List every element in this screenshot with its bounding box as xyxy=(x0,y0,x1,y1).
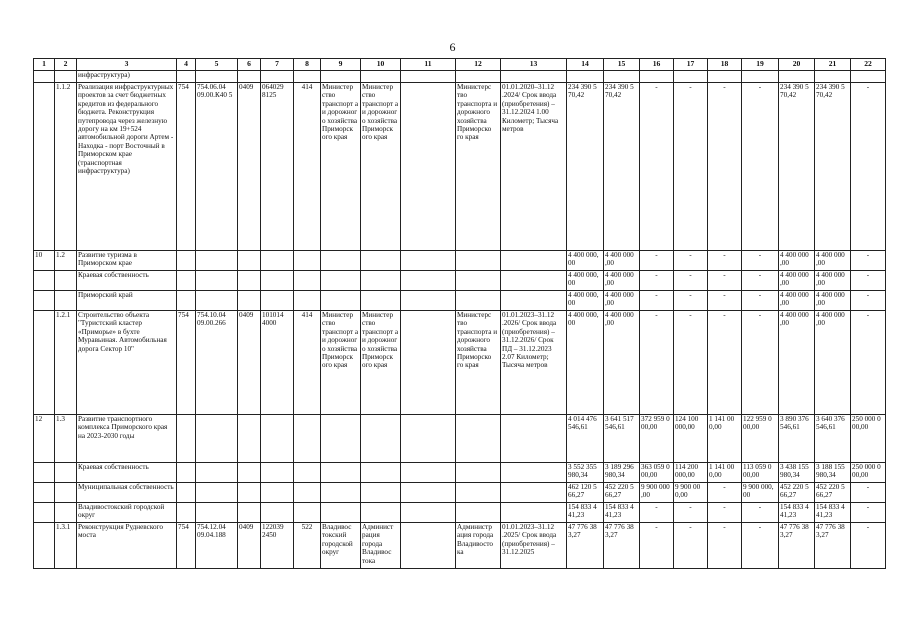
table-row xyxy=(34,463,886,483)
table-cell: 0409 xyxy=(238,523,261,569)
table-cell: 754 xyxy=(177,83,196,251)
table-cell: 4 400 000, 00 xyxy=(567,271,604,291)
table-cell: 754.10.04 09.00.266 xyxy=(196,311,238,415)
table-cell: 414 xyxy=(294,311,321,415)
table-cell: 1 141 00 0,00 xyxy=(708,415,742,463)
table-cell: - xyxy=(708,271,742,291)
header-cell: 12 xyxy=(456,59,501,71)
table-cell xyxy=(294,291,321,311)
table-cell: - xyxy=(742,523,779,569)
table-cell xyxy=(456,463,501,483)
table-cell xyxy=(34,291,55,311)
table-cell xyxy=(321,71,361,83)
table-cell: 754.06.04 09.00.К40 5 xyxy=(196,83,238,251)
table-cell: Строительство объекта "Туристский кластер «Приморье» в бухте Муравьиная. Автомобильная дорога Сектор 10" xyxy=(77,311,177,415)
table-cell xyxy=(361,291,401,311)
table-cell xyxy=(238,483,261,503)
table-cell: Краевая собственность xyxy=(77,271,177,291)
table-cell: 3 640 376 546,61 xyxy=(815,415,851,463)
table-cell xyxy=(321,483,361,503)
table-cell: - xyxy=(708,311,742,415)
header-cell: 15 xyxy=(604,59,640,71)
table-cell xyxy=(34,503,55,523)
table-cell xyxy=(294,251,321,271)
budget-table xyxy=(33,58,886,569)
table-cell: Администр ация города Владивосто ка xyxy=(456,523,501,569)
table-cell xyxy=(238,71,261,83)
table-row xyxy=(34,311,886,415)
table-cell xyxy=(55,71,77,83)
table-cell: 4 014 476 546,61 xyxy=(567,415,604,463)
table-cell: 4 400 000 ,00 xyxy=(779,271,815,291)
table-cell: 1.3.1 xyxy=(55,523,77,569)
table-cell xyxy=(321,463,361,483)
table-cell: 0409 xyxy=(238,83,261,251)
table-cell: 372 959 0 00,00 xyxy=(640,415,674,463)
table-cell: - xyxy=(640,271,674,291)
table-cell: - xyxy=(674,523,708,569)
header-cell: 2 xyxy=(55,59,77,71)
table-cell: 4 400 000, 00 xyxy=(567,291,604,311)
table-cell: Министер ство транспорт а и дорожног о хозяйства Приморск ого края xyxy=(321,83,361,251)
table-cell: 3 438 155 980,34 xyxy=(779,463,815,483)
table-cell: Муниципальная собственность xyxy=(77,483,177,503)
table-cell: - xyxy=(674,271,708,291)
table-cell xyxy=(456,503,501,523)
table-cell: 47 776 38 3,27 xyxy=(567,523,604,569)
table-cell xyxy=(501,251,567,271)
header-cell: 13 xyxy=(501,59,567,71)
table-cell xyxy=(567,71,604,83)
table-cell xyxy=(34,71,55,83)
table-cell xyxy=(196,463,238,483)
table-cell xyxy=(294,483,321,503)
table-cell: - xyxy=(851,251,886,271)
table-cell xyxy=(238,251,261,271)
page-number: 6 xyxy=(449,40,456,54)
table-cell xyxy=(196,415,238,463)
table-cell: 3 188 155 980,34 xyxy=(815,463,851,483)
table-cell xyxy=(238,415,261,463)
table-cell xyxy=(640,71,674,83)
header-cell: 20 xyxy=(779,59,815,71)
table-cell xyxy=(501,71,567,83)
table-cell: 0409 xyxy=(238,311,261,415)
table-cell xyxy=(501,483,567,503)
table-row xyxy=(34,523,886,569)
table-cell xyxy=(456,483,501,503)
table-cell xyxy=(261,71,294,83)
table-cell: - xyxy=(640,291,674,311)
table-cell: 4 400 000 ,00 xyxy=(604,311,640,415)
header-cell: 9 xyxy=(321,59,361,71)
table-cell xyxy=(294,415,321,463)
table-row xyxy=(34,291,886,311)
table-cell: 250 000 0 00,00 xyxy=(851,463,886,483)
table-cell xyxy=(401,83,456,251)
table-cell: 234 390 5 70,42 xyxy=(567,83,604,251)
table-cell: - xyxy=(851,483,886,503)
table-cell xyxy=(361,463,401,483)
table-cell xyxy=(261,271,294,291)
table-cell xyxy=(55,463,77,483)
table-cell: 234 390 5 70,42 xyxy=(815,83,851,251)
table-cell: 101014 4000 xyxy=(261,311,294,415)
table-cell xyxy=(238,291,261,311)
table-cell: 47 776 38 3,27 xyxy=(779,523,815,569)
table-cell: 1.3 xyxy=(55,415,77,463)
table-row xyxy=(34,483,886,503)
table-cell xyxy=(851,71,886,83)
table-row xyxy=(34,415,886,463)
table-cell: - xyxy=(708,83,742,251)
table-row xyxy=(34,83,886,251)
table-cell xyxy=(294,503,321,523)
table-cell: - xyxy=(708,251,742,271)
table-cell: Реконструкция Рудневского моста xyxy=(77,523,177,569)
table-cell: 01.01.2023–31.12 .2025/ Срок ввода (приобретения) – 31.12.2025 xyxy=(501,523,567,569)
table-cell: - xyxy=(674,83,708,251)
table-cell xyxy=(456,271,501,291)
table-cell: 113 059 0 00,00 xyxy=(742,463,779,483)
header-cell: 21 xyxy=(815,59,851,71)
table-cell xyxy=(294,463,321,483)
table-cell: - xyxy=(640,523,674,569)
header-cell: 18 xyxy=(708,59,742,71)
table-cell: Министер ство транспорт а и дорожног о хозяйства Приморск ого края xyxy=(321,311,361,415)
header-cell: 1 xyxy=(34,59,55,71)
table-cell: 1 141 00 0,00 xyxy=(708,463,742,483)
table-cell: - xyxy=(851,83,886,251)
table-cell: - xyxy=(640,251,674,271)
table-cell: - xyxy=(674,291,708,311)
table-cell: 4 400 000 ,00 xyxy=(779,251,815,271)
table-cell xyxy=(261,463,294,483)
table-cell xyxy=(55,503,77,523)
table-cell: 064029 8125 xyxy=(261,83,294,251)
table-cell: - xyxy=(742,271,779,291)
table-cell: 01.01.2020–31.12 .2024/ Срок ввода (приобретения) – 31.12.2024 1.00 Километр; Тысяча метров xyxy=(501,83,567,251)
table-cell: 1.1.2 xyxy=(55,83,77,251)
table-cell xyxy=(177,503,196,523)
table-cell: Развитие туризма в Приморском крае xyxy=(77,251,177,271)
header-cell: 16 xyxy=(640,59,674,71)
table-cell xyxy=(815,71,851,83)
table-cell xyxy=(34,83,55,251)
table-row xyxy=(34,271,886,291)
table-cell: 3 641 517 546,61 xyxy=(604,415,640,463)
table-cell: - xyxy=(851,271,886,291)
table-cell: Админист рация города Владивос тока xyxy=(361,523,401,569)
table-cell: 250 000 0 00,00 xyxy=(851,415,886,463)
table-cell xyxy=(177,71,196,83)
header-cell: 3 xyxy=(77,59,177,71)
table-cell: 754.12.04 09.04.188 xyxy=(196,523,238,569)
table-cell xyxy=(674,71,708,83)
table-cell: 12 xyxy=(34,415,55,463)
table-cell xyxy=(361,483,401,503)
table-cell: 01.01.2023–31.12 .2026/ Срок ввода (приобретения) – 31.12.2026/ Срок ПД – 31.12.2023 2.07 Километр; Тысяча метров xyxy=(501,311,567,415)
table-cell xyxy=(361,251,401,271)
table-cell: 754 xyxy=(177,311,196,415)
table-cell xyxy=(401,71,456,83)
header-cell: 5 xyxy=(196,59,238,71)
table-cell: 4 400 000 ,00 xyxy=(604,271,640,291)
header-cell: 17 xyxy=(674,59,708,71)
table-cell: 754 xyxy=(177,523,196,569)
table-cell: 154 833 4 41,23 xyxy=(815,503,851,523)
table-cell xyxy=(321,251,361,271)
table-cell xyxy=(401,523,456,569)
table-cell: 122039 2450 xyxy=(261,523,294,569)
table-cell xyxy=(34,311,55,415)
table-cell xyxy=(321,415,361,463)
table-cell xyxy=(456,71,501,83)
table-cell: 9 900 000 ,00 xyxy=(640,483,674,503)
header-cell: 10 xyxy=(361,59,401,71)
table-cell xyxy=(34,483,55,503)
table-cell xyxy=(294,71,321,83)
table-cell: - xyxy=(674,503,708,523)
table-cell: 154 833 4 41,23 xyxy=(604,503,640,523)
table-cell: 1.2 xyxy=(55,251,77,271)
table-cell: 154 833 4 41,23 xyxy=(567,503,604,523)
table-cell xyxy=(196,251,238,271)
table-cell: - xyxy=(851,503,886,523)
table-cell xyxy=(261,251,294,271)
table-cell xyxy=(196,483,238,503)
table-cell xyxy=(456,291,501,311)
table-cell: 4 400 000, 00 xyxy=(567,251,604,271)
table-cell xyxy=(55,271,77,291)
table-cell xyxy=(361,415,401,463)
table-cell xyxy=(401,271,456,291)
table-cell: - xyxy=(851,523,886,569)
table-cell: Министерс тво транспорта и дорожного хозяйства Приморско го края xyxy=(456,83,501,251)
table-cell: - xyxy=(851,291,886,311)
table-cell xyxy=(238,463,261,483)
table-cell xyxy=(401,463,456,483)
table-cell xyxy=(196,71,238,83)
table-cell: Министер ство транспорт а и дорожног о хозяйства Приморск ого края xyxy=(361,311,401,415)
table-cell: 122 959 0 00,00 xyxy=(742,415,779,463)
table-cell: - xyxy=(742,291,779,311)
table-cell xyxy=(177,415,196,463)
table-cell xyxy=(456,251,501,271)
table-cell: 4 400 000 ,00 xyxy=(815,291,851,311)
table-cell: Развитие транспортного комплекса Приморского края на 2023-2030 годы xyxy=(77,415,177,463)
header-cell: 22 xyxy=(851,59,886,71)
table-cell xyxy=(177,483,196,503)
table-cell: - xyxy=(708,523,742,569)
table-cell: 9 900 00 0,00 xyxy=(674,483,708,503)
table-cell: 234 390 5 70,42 xyxy=(779,83,815,251)
table-cell: 4 400 000 ,00 xyxy=(604,251,640,271)
table-cell xyxy=(196,271,238,291)
table-cell xyxy=(238,503,261,523)
table-cell xyxy=(321,271,361,291)
table-cell xyxy=(501,463,567,483)
table-cell: 47 776 38 3,27 xyxy=(815,523,851,569)
table-cell xyxy=(34,463,55,483)
table-cell xyxy=(401,483,456,503)
table-cell: 4 400 000 ,00 xyxy=(604,291,640,311)
table-cell xyxy=(604,71,640,83)
table-cell: 462 120 5 66,27 xyxy=(567,483,604,503)
table-cell xyxy=(177,271,196,291)
table-cell: - xyxy=(674,311,708,415)
header-cell: 11 xyxy=(401,59,456,71)
header-cell: 14 xyxy=(567,59,604,71)
table-cell: - xyxy=(640,503,674,523)
table-cell xyxy=(294,271,321,291)
table-cell: 124 100 000,00 xyxy=(674,415,708,463)
table-cell: Краевая собственность xyxy=(77,463,177,483)
table-cell: - xyxy=(640,83,674,251)
table-cell xyxy=(501,503,567,523)
table-cell xyxy=(55,291,77,311)
table-cell: Реализация инфраструктурных проектов за счет бюджетных кредитов из федерального бюджета. Реконструкция путепровода через железную дорогу на км 19+524 автомобильной дороги Артем - Находка - порт Восточный в Приморском крае (транспортная инфраструктура) xyxy=(77,83,177,251)
table-cell: 3 890 376 546,61 xyxy=(779,415,815,463)
table-cell xyxy=(34,523,55,569)
header-cell: 7 xyxy=(261,59,294,71)
table-cell xyxy=(779,71,815,83)
table-cell: инфраструктура) xyxy=(77,71,177,83)
table-cell: 4 400 000 ,00 xyxy=(815,251,851,271)
table-cell xyxy=(742,71,779,83)
table-cell xyxy=(177,251,196,271)
table-cell: Приморский край xyxy=(77,291,177,311)
table-cell: - xyxy=(708,483,742,503)
header-cell: 4 xyxy=(177,59,196,71)
table-cell: 452 220 5 66,27 xyxy=(604,483,640,503)
header-cell: 6 xyxy=(238,59,261,71)
table-cell: 452 220 5 66,27 xyxy=(779,483,815,503)
table-cell: 452 220 5 66,27 xyxy=(815,483,851,503)
table-cell xyxy=(261,503,294,523)
table-cell xyxy=(401,291,456,311)
table-cell xyxy=(261,483,294,503)
table-cell: - xyxy=(742,503,779,523)
table-cell: 10 xyxy=(34,251,55,271)
table-cell: 522 xyxy=(294,523,321,569)
table-cell: 4 400 000 ,00 xyxy=(815,311,851,415)
table-cell xyxy=(401,415,456,463)
table-cell: - xyxy=(640,311,674,415)
header-row xyxy=(34,59,886,71)
table-cell: 47 776 38 3,27 xyxy=(604,523,640,569)
table-cell xyxy=(321,503,361,523)
table-row xyxy=(34,251,886,271)
table-cell: - xyxy=(742,83,779,251)
table-cell: 1.2.1 xyxy=(55,311,77,415)
table-cell: - xyxy=(742,311,779,415)
table-cell: 4 400 000, 00 xyxy=(567,311,604,415)
table-cell xyxy=(361,271,401,291)
header-cell: 8 xyxy=(294,59,321,71)
table-cell: Министерс тво транспорта и дорожного хозяйства Приморско го края xyxy=(456,311,501,415)
table-cell xyxy=(501,271,567,291)
table-cell: Министер ство транспорт а и дорожног о хозяйства Приморск ого края xyxy=(361,83,401,251)
table-cell xyxy=(261,415,294,463)
header-cell: 19 xyxy=(742,59,779,71)
table-cell: - xyxy=(708,291,742,311)
table-cell xyxy=(55,483,77,503)
table-cell xyxy=(361,71,401,83)
table-cell: - xyxy=(708,503,742,523)
table-cell: 414 xyxy=(294,83,321,251)
table-cell: 3 552 355 980,34 xyxy=(567,463,604,483)
table-cell xyxy=(177,291,196,311)
table-cell xyxy=(708,71,742,83)
table-row xyxy=(34,71,886,83)
table-cell xyxy=(501,415,567,463)
table-cell xyxy=(196,503,238,523)
table-cell: - xyxy=(851,311,886,415)
table-cell: 4 400 000 ,00 xyxy=(779,291,815,311)
table-cell xyxy=(456,415,501,463)
table-cell: 234 390 5 70,42 xyxy=(604,83,640,251)
table-cell xyxy=(321,291,361,311)
table-cell xyxy=(34,271,55,291)
table-cell xyxy=(238,271,261,291)
table-cell: - xyxy=(674,251,708,271)
table-cell xyxy=(401,503,456,523)
table-cell: 3 189 296 980,34 xyxy=(604,463,640,483)
table-cell xyxy=(501,291,567,311)
table-cell xyxy=(401,251,456,271)
table-cell: 9 900 000, 00 xyxy=(742,483,779,503)
table-cell: 154 833 4 41,23 xyxy=(779,503,815,523)
table-cell: - xyxy=(742,251,779,271)
table-cell: Владивос токский городской округ xyxy=(321,523,361,569)
table-cell xyxy=(401,311,456,415)
table-cell xyxy=(361,503,401,523)
table-cell xyxy=(196,291,238,311)
table-cell: 363 059 0 00,00 xyxy=(640,463,674,483)
table-cell: Владивостокский городской округ xyxy=(77,503,177,523)
table-cell xyxy=(177,463,196,483)
table-cell xyxy=(261,291,294,311)
table-row xyxy=(34,503,886,523)
table-cell: 114 200 000,00 xyxy=(674,463,708,483)
table-cell: 4 400 000 ,00 xyxy=(779,311,815,415)
table-cell: 4 400 000 ,00 xyxy=(815,271,851,291)
